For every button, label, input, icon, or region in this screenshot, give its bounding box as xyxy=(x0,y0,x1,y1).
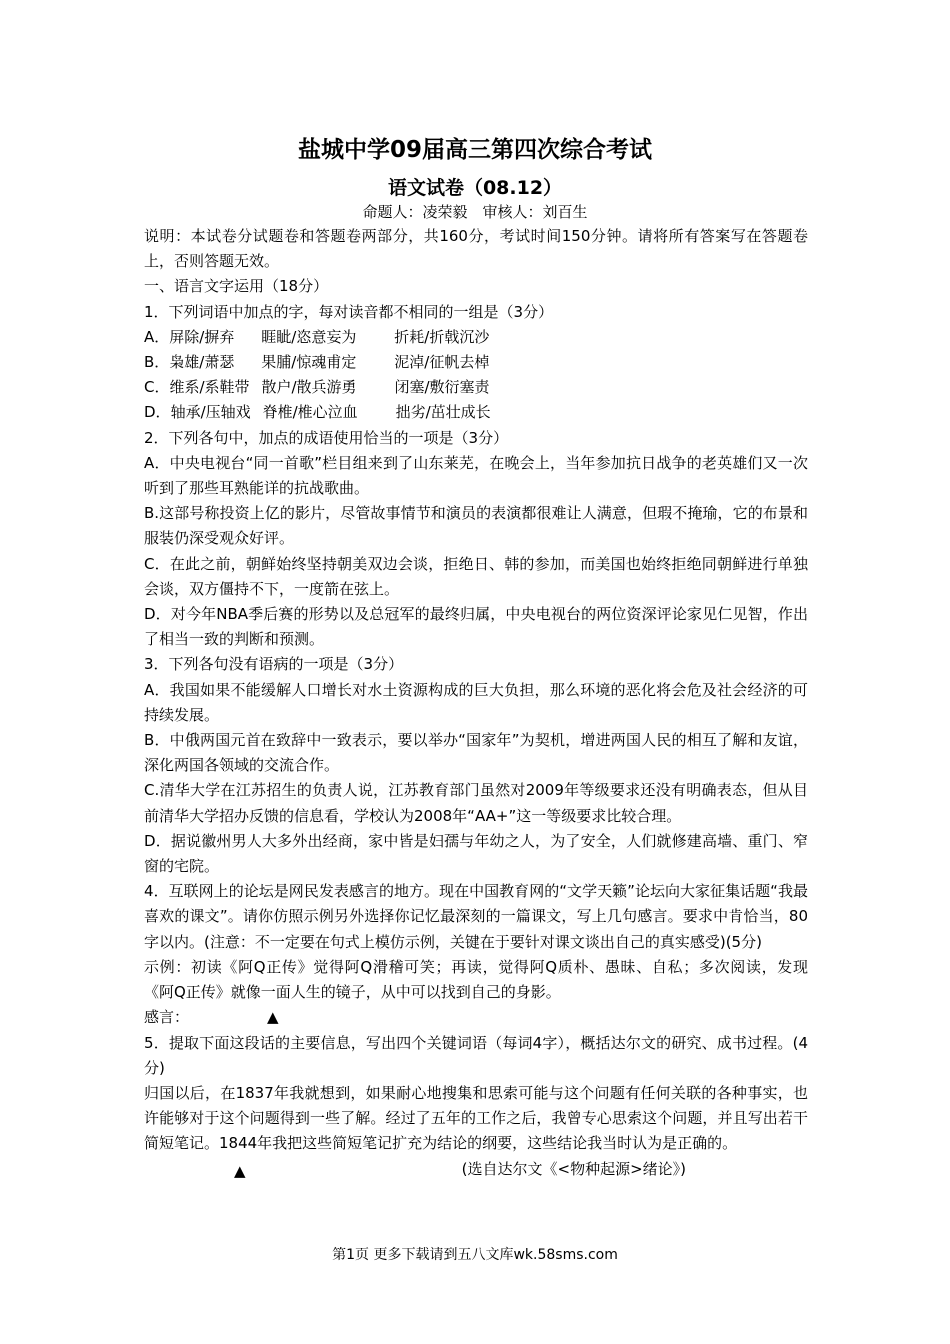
option-term: 散户/散兵游勇 xyxy=(261,378,357,397)
question-5-stem: 5．提取下面这段话的主要信息，写出四个关键词语（每词4字），概括达尔文的研究、成书过程。(4分) xyxy=(144,1033,808,1077)
exam-authors: 命题人：凌荣毅 审核人：刘百生 xyxy=(362,203,588,221)
option-term: 拙劣/茁壮成长 xyxy=(395,403,491,422)
question-1-option-d xyxy=(144,400,808,425)
option-term: 屏除/摒弃 xyxy=(169,327,235,346)
option-term: 维系/系鞋带 xyxy=(169,378,250,397)
question-1-option-a xyxy=(144,325,808,350)
option-term: 脊椎/椎心泣血 xyxy=(262,403,358,422)
question-3-option-d: D．据说徽州男人大多外出经商，家中皆是妇孺与年幼之人，为了安全，人们就修建高墙、重门、窄窗的宅院。 xyxy=(144,831,808,876)
exam-subtitle: 语文试卷（08.12） xyxy=(387,177,563,199)
question-2-stem: 2．下列各句中，加点的成语使用恰当的一项是（3分） xyxy=(144,428,509,447)
question-3-option-a: A．我国如果不能缓解人口增长对水土资源构成的巨大负担，那么环境的恶化将会危及社会经济的可持续发展。 xyxy=(144,680,808,724)
question-2-option-a: A．中央电视台“同一首歌”栏目组来到了山东莱芜，在晚会上，当年参加抗日战争的老英雄们又一次听到了那些耳熟能详的抗战歌曲。 xyxy=(144,453,808,498)
question-2-option-c: C．在此之前，朝鲜始终坚持朝美双边会谈，拒绝日、韩的参加，而美国也始终拒绝同朝鲜进行单独会谈，双方僵持不下，一度箭在弦上。 xyxy=(144,554,808,598)
question-4-stem: 4．互联网上的论坛是网民发表感言的地方。现在中国教育网的“文学天籁”论坛向大家征集话题“我最喜欢的课文”。请你仿照示例另外选择你记忆最深刻的一篇课文，写上几句感言。要求中肯恰当，80字以内。(注意：不一定要在句式上模仿示例，关键在于要针对课文谈出自己的真实感受)(5分) xyxy=(144,882,808,951)
page-footer: 第1页 更多下载请到五八文库wk.58sms.com xyxy=(332,1247,618,1263)
option-label: B． xyxy=(144,353,170,372)
question-3-option-b: B．中俄两国元首在致辞中一致表示，要以举办“国家年”为契机，增进两国人民的相互了解和友谊，深化两国各领域的交流合作。 xyxy=(144,731,808,775)
question-2-option-b: B.这部号称投资上亿的影片，尽管故事情节和演员的表演都很难让人满意，但瑕不掩瑜，它的布景和服装仍深受观众好评。 xyxy=(144,504,808,548)
question-1-stem: 1．下列词语中加点的字，每对读音都不相同的一组是（3分） xyxy=(144,302,554,321)
option-term: 闭塞/敷衍塞责 xyxy=(394,378,490,397)
option-term: 枭雄/萧瑟 xyxy=(169,353,235,372)
option-term: 轴承/压轴戏 xyxy=(170,403,251,422)
question-1-option-b xyxy=(144,350,808,375)
question-5-passage xyxy=(144,1081,808,1178)
option-term: 折耗/折戟沉沙 xyxy=(394,327,490,346)
option-term: 果脯/惊魂甫定 xyxy=(261,353,357,372)
question-4-example: 示例：初读《阿Q正传》觉得阿Q滑稽可笑；再读，觉得阿Q质朴、愚昧、自私；多次阅读，发现《阿Q正传》就像一面人生的镜子，从中可以找到自己的身影。 xyxy=(144,957,808,1002)
question-3-stem: 3．下列各句没有语病的一项是（3分） xyxy=(144,655,404,674)
option-term: 睚眦/恣意妄为 xyxy=(261,327,357,346)
option-label: D． xyxy=(144,403,171,422)
option-label: A． xyxy=(144,327,170,346)
question-1-option-c xyxy=(144,375,808,400)
passage-text: 归国以后，在1837年我就想到，如果耐心地搜集和思索可能与这个问题有任何关联的各种事实，也许能够对于这个问题得到一些了解。经过了五年的工作之后，我曾专心思索这个问题，并且写出若干简短笔记。1844年我把这些简短笔记扩充为结论的纲要，这些结论我当时认为是正确的。 xyxy=(144,1083,808,1153)
exam-body xyxy=(144,224,808,1185)
instructions: 说明：本试卷分试题卷和答题卷两部分，共160分，考试时间150分钟。请将所有答案写在答题卷上，否则答题无效。 xyxy=(144,227,808,271)
answer-marker-icon: ▲ xyxy=(267,1008,279,1027)
section-heading: 一、语言文字运用（18分） xyxy=(144,277,329,296)
option-label: C． xyxy=(144,378,170,397)
question-4-answer-line xyxy=(144,1005,808,1030)
question-3-option-c: C.清华大学在江苏招生的负责人说，江苏教育部门虽然对2009年等级要求还没有明确表态，但从目前清华大学招办反馈的信息看，学校认为2008年“AA+”这一等级要求比较合理。 xyxy=(144,781,808,825)
passage-source: (选自达尔文《<物种起源>绪论》) xyxy=(461,1159,686,1178)
answer-marker-icon: ▲ xyxy=(234,1161,246,1180)
question-2-option-d: D．对今年NBA季后赛的形势以及总冠军的最终归属，中央电视台的两位资深评论家见仁见智，作出了相当一致的判断和预测。 xyxy=(144,605,808,649)
option-term: 泥淖/征帆去棹 xyxy=(394,353,490,372)
exam-title: 盐城中学09届高三第四次综合考试 xyxy=(297,137,652,163)
answer-label: 感言： xyxy=(144,1008,190,1027)
